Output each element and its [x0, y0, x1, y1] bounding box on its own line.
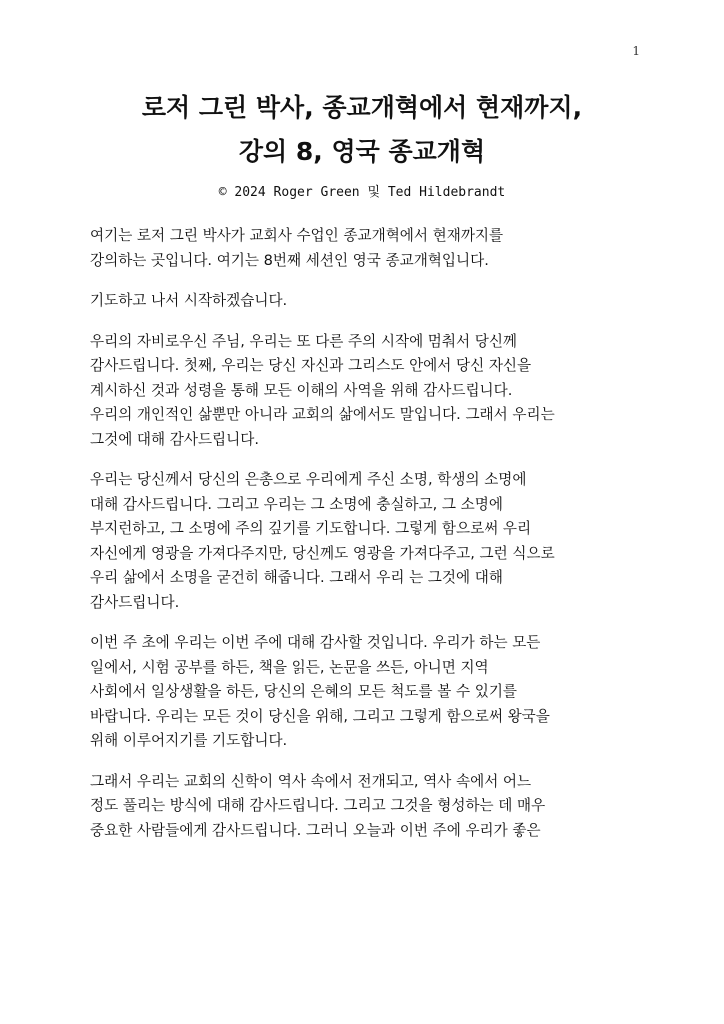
text-line: 바랍니다. 우리는 모든 것이 당신을 위해, 그리고 그렇게 함으로써 왕국을 — [90, 707, 550, 725]
text-line: 계시하신 것과 성령을 통해 모든 이해의 사역을 위해 감사드립니다. — [90, 381, 513, 399]
paragraph — [90, 289, 638, 314]
text-line: 정도 풀리는 방식에 대해 감사드립니다. 그리고 그것을 형성하는 데 매우 — [90, 797, 546, 814]
text-line: 우리 삶에서 소명을 굳건히 해줍니다. 그래서 우리 는 그것에 대해 — [90, 569, 503, 586]
text-line: 이번 주 초에 우리는 이번 주에 대해 감사할 것입니다. 우리가 하는 모든 — [90, 634, 541, 651]
document-title-line-1: 로저 그린 박사, 종교개혁에서 현재까지, — [141, 93, 583, 122]
text-line: 우리의 자비로우신 주님, 우리는 또 다른 주의 시작에 멈춰서 당신께 — [90, 332, 518, 350]
title-block — [60, 86, 664, 202]
text-line: 우리는 당신께서 당신의 은총으로 우리에게 주신 소명, 학생의 소명에 — [90, 471, 527, 488]
paragraph — [90, 468, 638, 615]
document-body — [90, 224, 638, 859]
paragraph — [90, 631, 638, 754]
text-line: 사회에서 일상생활을 하든, 당신의 은혜의 모든 척도를 볼 수 있기를 — [90, 683, 518, 700]
text-line: 강의하는 곳입니다. 여기는 8번째 세션인 영국 종교개혁입니다. — [90, 251, 489, 269]
page-number: 1 — [632, 44, 640, 58]
paragraph — [90, 770, 638, 844]
text-line: 그래서 우리는 교회의 신학이 역사 속에서 전개되고, 역사 속에서 어느 — [90, 772, 532, 790]
text-line: 우리의 개인적인 삶뿐만 아니라 교회의 삶에서도 말입니다. 그래서 우리는 — [90, 406, 555, 423]
text-line: 여기는 로저 그린 박사가 교회사 수업인 종교개혁에서 현재까지를 — [90, 227, 504, 244]
text-line: 대해 감사드립니다. 그리고 우리는 그 소명에 충실하고, 그 소명에 — [90, 495, 503, 513]
copyright-notice: © 2024 Roger Green 및 Ted Hildebrandt — [218, 185, 506, 200]
text-line: 기도하고 나서 시작하겠습니다. — [90, 292, 288, 309]
text-line: 자신에게 영광을 가져다주지만, 당신께도 영광을 가져다주고, 그런 식으로 — [90, 544, 555, 562]
text-line: 일에서, 시험 공부를 하든, 책을 읽든, 논문을 쓰든, 아니면 지역 — [90, 658, 489, 676]
text-line: 위해 이루어지기를 기도합니다. — [90, 732, 288, 749]
text-line: 그것에 대해 감사드립니다. — [90, 430, 259, 448]
paragraph — [90, 330, 638, 453]
paragraph — [90, 224, 638, 273]
text-line: 부지런하고, 그 소명에 주의 깊기를 기도합니다. 그렇게 함으로써 우리 — [90, 520, 532, 537]
text-line: 중요한 사람들에게 감사드립니다. 그러니 오늘과 이번 주에 우리가 좋은 — [90, 821, 541, 839]
text-line: 감사드립니다. 첫째, 우리는 당신 자신과 그리스도 안에서 당신 자신을 — [90, 357, 532, 374]
document-title-line-2: 강의 8, 영국 종교개혁 — [238, 137, 486, 166]
text-line: 감사드립니다. — [90, 593, 180, 611]
